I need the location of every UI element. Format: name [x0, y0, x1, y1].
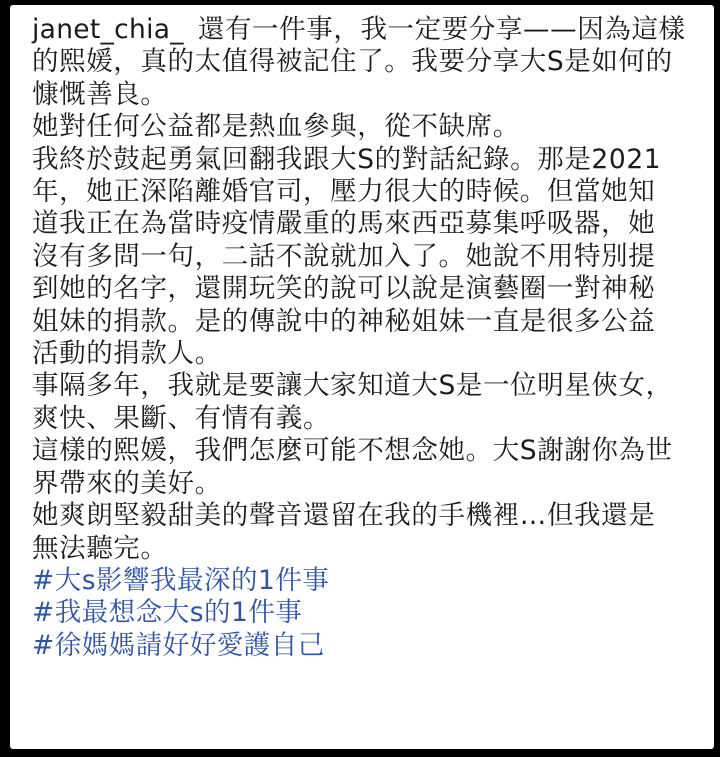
caption-line — [32, 14, 714, 46]
caption-line: 事隔多年，我就是要讓大家知道大S是一位明星俠女， — [32, 370, 673, 402]
caption-line: 無法聽完。 — [32, 532, 168, 564]
caption-line: 姐妹的捐款。是的傳說中的神秘姐妹一直是很多公益 — [32, 305, 656, 337]
caption-line: 年，她正深陷離婚官司，壓力很大的時候。但當她知 — [32, 176, 656, 208]
caption-text: 還有一件事，我一定要分享——因為這樣 — [197, 14, 686, 45]
caption-line: 她爽朗堅毅甜美的聲音還留在我的手機裡…但我還是 — [32, 500, 656, 532]
caption-line: 的熙媛，真的太值得被記住了。我要分享大S是如何的 — [32, 46, 673, 78]
caption-line: 到她的名字，還開玩笑的說可以說是演藝圈一對神秘 — [32, 273, 656, 305]
post-caption-card — [10, 5, 714, 749]
username-link[interactable]: janet_chia_ — [32, 14, 184, 45]
caption-line: 她對任何公益都是熱血參與，從不缺席。 — [32, 111, 520, 143]
hashtag-link[interactable]: #我最想念大s的1件事 — [32, 597, 303, 629]
caption-line: 道我正在為當時疫情嚴重的馬來西亞募集呼吸器，她 — [32, 208, 656, 240]
hashtag-link[interactable]: #大s影響我最深的1件事 — [32, 564, 330, 596]
caption-line: 沒有多問一句，二話不說就加入了。她說不用特別提 — [32, 240, 656, 272]
caption-line: 活動的捐款人。 — [32, 338, 222, 370]
hashtag-link[interactable]: #徐媽媽請好好愛護自己 — [32, 629, 325, 661]
caption-line: 界帶來的美好。 — [32, 467, 222, 499]
caption-line: 我終於鼓起勇氣回翻我跟大S的對話紀錄。那是2021 — [32, 143, 662, 175]
caption-line: 爽快、果斷、有情有義。 — [32, 402, 331, 434]
post-caption — [32, 14, 714, 662]
caption-line: 慷慨善良。 — [32, 78, 168, 110]
caption-line: 這樣的熙媛，我們怎麼可能不想念她。大S謝謝你為世 — [32, 435, 673, 467]
